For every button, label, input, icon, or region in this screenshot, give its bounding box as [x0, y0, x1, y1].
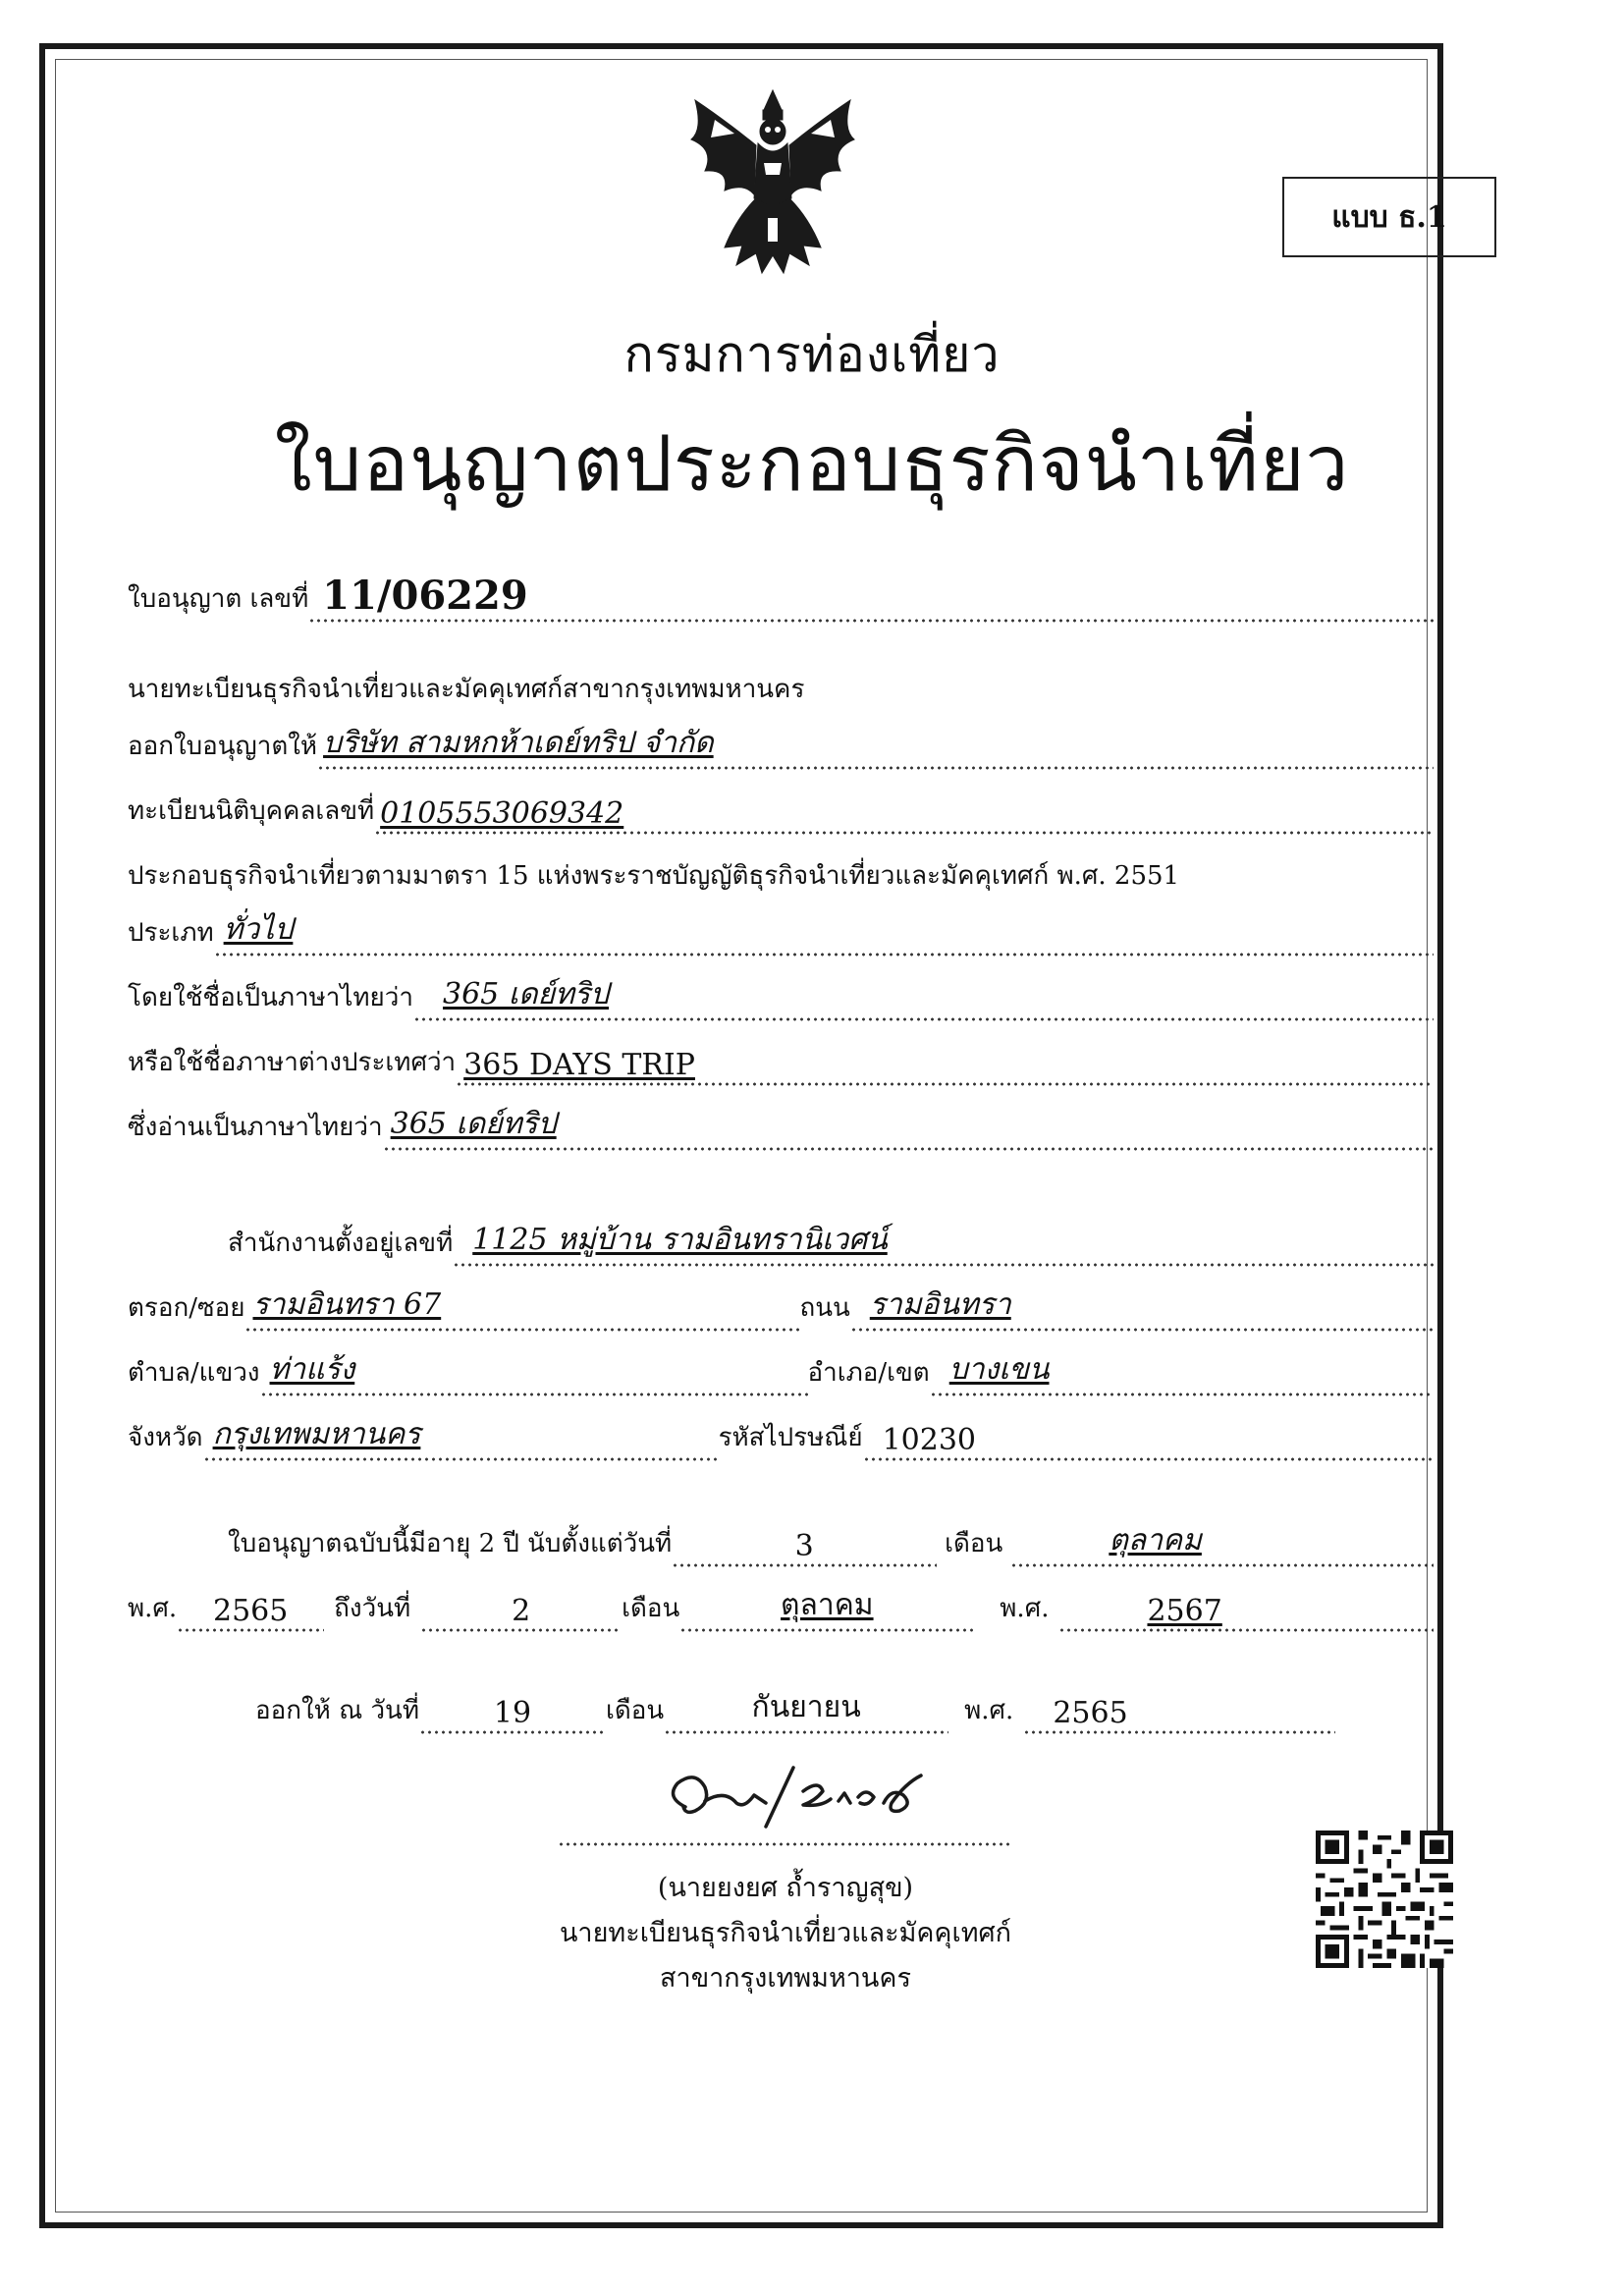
road-value: รามอินทรา [869, 1287, 1011, 1322]
postal-value: 10230 [882, 1423, 977, 1457]
soi-value: รามอินทรา 67 [252, 1287, 442, 1322]
soi-road-row [128, 1288, 1434, 1334]
subdistrict-label: ตำบล/แขวง [128, 1358, 260, 1388]
law-line: ประกอบธุรกิจนำเที่ยวตามมาตรา 15 แห่งพระราชบัญญัติธุรกิจนำเที่ยวและมัคคุเทศก์ พ.ศ. 2551 [128, 861, 1180, 891]
signature-mark [656, 1758, 950, 1836]
registrar-line: นายทะเบียนธุรกิจนำเที่ยวและมัคคุเทศก์สาขากรุงเทพมหานคร [128, 675, 805, 704]
office-row [228, 1224, 1434, 1269]
validity-intro: ใบอนุญาตฉบับนี้มีอายุ 2 ปี นับตั้งแต่วันที่ [228, 1529, 673, 1558]
department-name: กรมการท่องเที่ยว [623, 326, 1001, 383]
province-postal-row [128, 1418, 1434, 1463]
thai-name-value: 365 เดย์ทริป [442, 977, 610, 1011]
start-year-label: พ.ศ. [128, 1594, 178, 1623]
subdistrict-value: ท่าแร้ง [269, 1352, 355, 1387]
thai-name-label: โดยใช้ชื่อเป็นภาษาไทยว่า [128, 983, 413, 1012]
signer-title: นายทะเบียนธุรกิจนำเที่ยวและมัคคุเทศก์ [559, 1918, 1012, 1948]
read-thai-label: ซึ่งอ่านเป็นภาษาไทยว่า [128, 1113, 383, 1142]
district-label: อำเภอ/เขต [807, 1358, 930, 1388]
end-month-label: เดือน [622, 1594, 680, 1623]
issue-date-row [255, 1691, 1335, 1736]
law-row [128, 856, 1179, 902]
province-value: กรุงเทพมหานคร [212, 1417, 421, 1451]
end-year-label: พ.ศ. [1000, 1594, 1050, 1623]
juristic-no-label: ทะเบียนนิติบุคคลเลขที่ [128, 796, 375, 826]
thai-name-row [128, 978, 1434, 1023]
foreign-name-row [128, 1043, 1434, 1088]
postal-label: รหัสไปรษณีย์ [718, 1423, 863, 1452]
garuda-emblem-icon [685, 81, 860, 283]
end-day-value: 2 [512, 1594, 531, 1628]
issued-to-value: บริษัท สามหกห้าเดย์ทริป จำกัด [323, 726, 714, 760]
start-year-value: 2565 [212, 1594, 289, 1628]
type-label: ประเภท [128, 918, 214, 948]
province-label: จังหวัด [128, 1423, 203, 1452]
read-thai-row [128, 1108, 1434, 1153]
start-day-value: 3 [794, 1529, 814, 1563]
license-no-label: ใบอนุญาต เลขที่ [128, 584, 309, 614]
validity-row-2 [128, 1589, 1434, 1634]
signer-branch: สาขากรุงเทพมหานคร [660, 1963, 911, 1994]
registrar-row [128, 670, 804, 715]
foreign-name-label: หรือใช้ชื่อภาษาต่างประเทศว่า [128, 1048, 457, 1077]
issued-to-label: ออกใบอนุญาตให้ [128, 732, 318, 761]
validity-row [228, 1524, 1434, 1569]
qr-code-icon [1316, 1831, 1453, 1968]
start-month-label: เดือน [945, 1529, 1003, 1558]
issue-day-value: 19 [493, 1696, 532, 1730]
soi-label: ตรอก/ซอย [128, 1293, 245, 1323]
juristic-no-value: 0105553069342 [380, 796, 624, 831]
issue-month-label: เดือน [605, 1696, 665, 1725]
district-value: บางเขน [948, 1352, 1050, 1387]
issue-label: ออกให้ ณ วันที่ [255, 1696, 419, 1725]
foreign-name-value: 365 DAYS TRIP [463, 1048, 695, 1082]
type-row [128, 913, 1434, 958]
issue-year-label: พ.ศ. [964, 1696, 1014, 1725]
juristic-no-row [128, 792, 1434, 837]
road-label: ถนน [799, 1293, 850, 1323]
issued-to-row [128, 727, 1434, 772]
office-value: 1125 หมู่บ้าน รามอินทรานิเวศน์ [472, 1223, 888, 1257]
read-thai-value: 365 เดย์ทริป [390, 1107, 557, 1141]
document-title: ใบอนุญาตประกอบธุรกิจนำเที่ยว [274, 420, 1350, 509]
end-month-value: ตุลาคม [781, 1588, 874, 1622]
signature-line [558, 1842, 1011, 1848]
office-label: สำนักงานตั้งอยู่เลขที่ [228, 1229, 454, 1258]
form-code-box: แบบ ธ.1 [1282, 177, 1496, 257]
until-label: ถึงวันที่ [334, 1594, 411, 1623]
license-no-row [128, 573, 1434, 625]
issue-year-value: 2565 [1053, 1696, 1128, 1730]
signer-name: (นายยงยศ ถ้ำราญสุข) [657, 1873, 914, 1903]
type-value: ทั่วไป [223, 912, 294, 947]
end-year-value: 2567 [1147, 1594, 1222, 1628]
subdistrict-district-row [128, 1353, 1434, 1398]
start-month-value: ตุลาคม [1109, 1523, 1202, 1557]
issue-month-value: กันยายน [751, 1690, 861, 1724]
license-no-value: 11/06229 [322, 573, 528, 619]
